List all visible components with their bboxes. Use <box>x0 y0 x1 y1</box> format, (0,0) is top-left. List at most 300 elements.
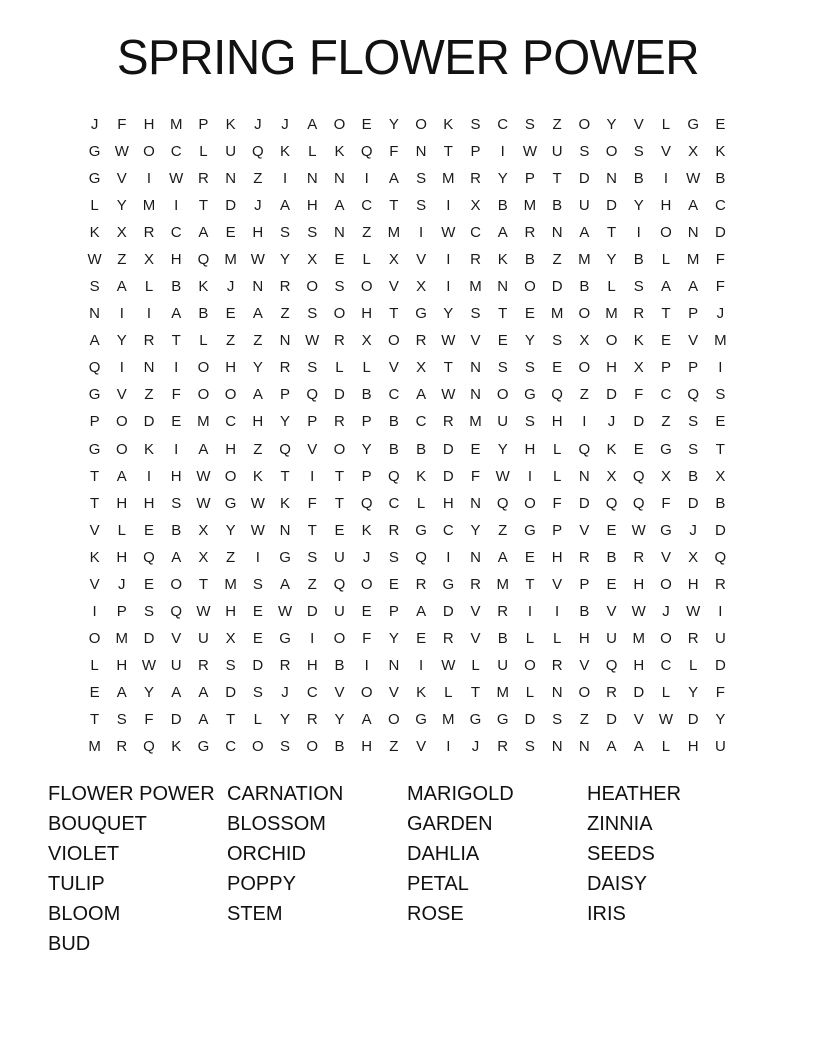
grid-letter: R <box>470 251 481 269</box>
grid-letter: M <box>197 413 210 431</box>
grid-letter: F <box>171 386 181 404</box>
grid-letter: L <box>362 359 371 377</box>
grid-letter: V <box>416 251 427 269</box>
grid-letter: Z <box>498 521 508 539</box>
grid-letter: K <box>334 143 345 161</box>
grid-letter: R <box>524 224 536 242</box>
grid-letter: Q <box>496 494 509 512</box>
grid-letter: Z <box>226 548 236 566</box>
grid-letter: O <box>578 359 591 377</box>
grid-letter: N <box>687 224 699 242</box>
grid-letter: Q <box>279 440 291 458</box>
grid-letter: W <box>441 656 456 674</box>
grid-letter: J <box>281 116 289 134</box>
grid-letter: N <box>89 305 101 323</box>
grid-letter: T <box>334 494 345 512</box>
grid-letter: L <box>199 143 208 161</box>
grid-letter: R <box>497 737 509 755</box>
grid-letter: E <box>171 413 182 431</box>
grid-letter: G <box>687 116 700 134</box>
grid-letter: S <box>470 305 481 323</box>
grid-letter: I <box>174 359 179 377</box>
grid-letter: V <box>606 602 617 620</box>
word-list-item: HEATHER <box>587 783 682 805</box>
grid-letter: W <box>169 170 184 188</box>
grid-letter: O <box>524 656 536 674</box>
grid-letter: D <box>225 683 237 701</box>
grid-letter: N <box>334 224 345 242</box>
word-list-item: SEEDS <box>587 842 655 865</box>
grid-letter: S <box>470 116 481 134</box>
grid-letter: O <box>306 737 319 755</box>
grid-letter: K <box>280 143 291 161</box>
grid-letter: Q <box>306 386 319 404</box>
grid-letter: G <box>524 521 536 539</box>
grid-letter: S <box>715 386 726 404</box>
grid-letter: D <box>606 710 617 728</box>
grid-letter: H <box>116 494 128 512</box>
grid-letter: K <box>416 683 427 701</box>
grid-letter: D <box>225 197 237 215</box>
grid-letter: S <box>688 413 699 431</box>
grid-letter: P <box>552 521 563 539</box>
word-list <box>48 780 788 959</box>
grid-letter: Q <box>415 548 427 566</box>
grid-letter: O <box>88 629 101 647</box>
grid-letter: U <box>606 629 617 647</box>
grid-letter: C <box>225 737 237 755</box>
grid-letter: T <box>715 440 725 458</box>
grid-letter: G <box>415 710 427 728</box>
grid-letter: H <box>687 575 699 593</box>
grid-letter: I <box>310 467 315 485</box>
grid-letter: Y <box>252 359 263 377</box>
grid-letter: M <box>224 575 237 593</box>
grid-letter: J <box>226 278 235 296</box>
grid-letter: E <box>497 332 508 350</box>
grid-letter: B <box>497 197 508 215</box>
grid-letter: G <box>279 548 291 566</box>
grid-letter: W <box>686 170 701 188</box>
grid-letter: R <box>198 656 209 674</box>
word-list-item: ZINNIA <box>587 812 653 835</box>
grid-letter: X <box>416 359 427 377</box>
grid-letter: O <box>578 683 591 701</box>
grid-letter: O <box>415 116 427 134</box>
grid-letter: Q <box>252 143 264 161</box>
grid-letter: J <box>607 413 616 431</box>
grid-letter: Q <box>88 359 101 377</box>
grid-letter: O <box>333 629 346 647</box>
grid-letter: O <box>660 224 672 242</box>
word-list-item: DAISY <box>587 872 648 895</box>
grid-letter: N <box>306 170 318 188</box>
grid-letter: T <box>525 575 535 593</box>
grid-letter: C <box>306 683 318 701</box>
grid-letter: A <box>334 197 345 215</box>
grid-letter: E <box>334 251 345 269</box>
grid-letter: R <box>143 332 155 350</box>
grid-letter: L <box>444 683 453 701</box>
grid-letter: S <box>524 737 535 755</box>
grid-letter: S <box>252 683 263 701</box>
grid-letter: S <box>307 224 318 242</box>
grid-letter: L <box>661 683 671 701</box>
grid-letter: S <box>252 575 263 593</box>
grid-letter: W <box>631 602 646 620</box>
grid-letter: A <box>198 683 209 701</box>
grid-letter: N <box>470 548 481 566</box>
grid-letter: S <box>144 602 155 620</box>
grid-letter: J <box>254 116 262 134</box>
grid-letter: O <box>197 386 210 404</box>
grid-letter: E <box>633 440 644 458</box>
grid-letter: Z <box>117 251 127 269</box>
grid-letter: B <box>552 197 563 215</box>
grid-letter: O <box>115 413 128 431</box>
grid-letter: O <box>224 386 237 404</box>
grid-letter: M <box>224 251 237 269</box>
grid-letter: K <box>198 278 209 296</box>
grid-letter: A <box>688 197 699 215</box>
grid-letter: D <box>143 629 155 647</box>
grid-letter: P <box>198 116 209 134</box>
grid-letter: V <box>388 278 399 296</box>
grid-letter: X <box>307 251 318 269</box>
grid-letter: G <box>88 440 101 458</box>
grid-letter: H <box>306 656 318 674</box>
grid-letter: X <box>470 197 481 215</box>
grid-letter: T <box>90 710 100 728</box>
grid-letter: N <box>470 386 481 404</box>
grid-letter: A <box>198 224 209 242</box>
grid-letter: Y <box>280 710 291 728</box>
grid-letter: F <box>552 494 562 512</box>
grid-letter: N <box>578 737 590 755</box>
grid-letter: B <box>688 467 699 485</box>
grid-letter: S <box>388 548 399 566</box>
grid-letter: C <box>714 197 726 215</box>
grid-letter: M <box>469 413 482 431</box>
word-list-column <box>407 780 587 930</box>
grid-letter: R <box>551 656 563 674</box>
grid-letter: I <box>446 737 451 755</box>
grid-letter: A <box>116 683 127 701</box>
grid-letter: F <box>661 494 671 512</box>
grid-letter: E <box>606 521 617 539</box>
grid-letter: J <box>90 116 99 134</box>
grid-letter: D <box>252 656 264 674</box>
grid-letter: T <box>280 467 290 485</box>
grid-letter: I <box>146 170 152 188</box>
grid-letter: D <box>524 710 536 728</box>
word-list-item: FLOWER POWER <box>48 783 215 805</box>
grid-letter: S <box>497 359 508 377</box>
grid-letter: O <box>197 359 210 377</box>
grid-letter: H <box>442 494 454 512</box>
grid-letter: R <box>279 278 291 296</box>
grid-letter: I <box>527 467 533 485</box>
grid-letter: S <box>552 332 563 350</box>
grid-letter: V <box>89 521 100 539</box>
grid-letter: A <box>416 602 427 620</box>
grid-letter: B <box>171 521 182 539</box>
grid-letter: B <box>715 170 726 188</box>
grid-letter: O <box>306 278 319 296</box>
grid-letter: Z <box>144 386 154 404</box>
grid-letter: H <box>551 548 563 566</box>
grid-letter: S <box>416 170 427 188</box>
grid-letter: Z <box>579 386 589 404</box>
grid-letter: A <box>116 467 127 485</box>
grid-letter: E <box>524 548 535 566</box>
grid-letter: P <box>470 143 481 161</box>
grid-letter: B <box>579 278 590 296</box>
grid-letter: I <box>446 251 451 269</box>
grid-letter: A <box>579 224 590 242</box>
word-list-column <box>48 780 227 959</box>
grid-letter: H <box>606 359 617 377</box>
word-list-item: VIOLET <box>48 842 120 865</box>
grid-letter: H <box>660 197 672 215</box>
grid-letter: P <box>361 467 372 485</box>
grid-letter: R <box>578 548 590 566</box>
grid-letter: L <box>144 278 154 296</box>
grid-letter: W <box>196 467 211 485</box>
grid-letter: Q <box>143 548 155 566</box>
grid-letter: V <box>470 332 481 350</box>
grid-letter: Y <box>388 116 399 134</box>
grid-letter: Y <box>497 170 508 188</box>
grid-letter: U <box>334 602 345 620</box>
grid-letter: I <box>419 224 424 242</box>
grid-letter: I <box>364 170 369 188</box>
grid-letter: I <box>555 602 560 620</box>
grid-letter: S <box>280 224 291 242</box>
grid-letter: M <box>115 629 129 647</box>
grid-letter: X <box>660 467 671 485</box>
grid-letter: R <box>497 602 509 620</box>
grid-letter: V <box>633 116 644 134</box>
grid-letter: N <box>606 170 617 188</box>
grid-letter: D <box>687 710 699 728</box>
grid-letter: R <box>606 683 617 701</box>
grid-letter: J <box>716 305 725 323</box>
grid-letter: L <box>661 116 671 134</box>
word-list-column <box>227 780 407 930</box>
grid-letter: X <box>198 521 209 539</box>
grid-letter: B <box>416 440 427 458</box>
grid-letter: G <box>88 143 101 161</box>
grid-letter: T <box>226 710 236 728</box>
grid-letter: Q <box>551 386 563 404</box>
grid-letter: M <box>169 116 183 134</box>
grid-letter: I <box>255 548 260 566</box>
grid-letter: L <box>552 440 562 458</box>
grid-letter: N <box>252 278 264 296</box>
word-list-column <box>587 780 681 930</box>
grid-letter: M <box>442 170 455 188</box>
grid-letter: W <box>250 494 265 512</box>
grid-letter: A <box>606 737 617 755</box>
grid-letter: G <box>88 170 101 188</box>
grid-letter: B <box>171 278 182 296</box>
grid-letter: I <box>92 602 97 620</box>
word-list-item: CARNATION <box>227 783 344 805</box>
grid-letter: J <box>362 548 371 566</box>
grid-letter: P <box>361 413 372 431</box>
grid-letter: Q <box>197 251 210 269</box>
grid-letter: P <box>688 305 699 323</box>
grid-letter: T <box>334 467 345 485</box>
grid-letter: K <box>606 440 617 458</box>
grid-letter: R <box>306 710 318 728</box>
grid-letter: L <box>335 359 344 377</box>
grid-letter: O <box>388 710 400 728</box>
grid-letter: A <box>688 278 699 296</box>
grid-letter: S <box>579 143 590 161</box>
grid-letter: Q <box>333 575 346 593</box>
grid-letter: T <box>389 197 399 215</box>
grid-letter: L <box>525 683 535 701</box>
grid-letter: R <box>633 548 645 566</box>
grid-letter: S <box>416 197 427 215</box>
grid-letter: H <box>633 575 645 593</box>
grid-letter: J <box>281 683 289 701</box>
grid-letter: C <box>415 413 427 431</box>
grid-letter: F <box>715 251 725 269</box>
grid-letter: J <box>254 197 262 215</box>
grid-letter: B <box>334 656 345 674</box>
grid-letter: Q <box>632 467 645 485</box>
grid-letter: P <box>688 359 699 377</box>
grid-letter: E <box>334 521 345 539</box>
letter-grid <box>81 111 734 760</box>
grid-letter: D <box>306 602 318 620</box>
grid-letter: Y <box>688 683 699 701</box>
grid-letter: T <box>90 494 100 512</box>
grid-letter: Y <box>524 332 535 350</box>
grid-letter: A <box>660 278 671 296</box>
grid-letter: W <box>495 467 510 485</box>
grid-letter: B <box>524 251 535 269</box>
grid-letter: E <box>144 521 155 539</box>
grid-letter: S <box>524 359 535 377</box>
grid-letter: Y <box>280 413 291 431</box>
grid-letter: I <box>174 197 179 215</box>
grid-letter: N <box>578 467 590 485</box>
grid-letter: O <box>660 629 672 647</box>
grid-letter: D <box>687 494 699 512</box>
grid-letter: D <box>714 521 726 539</box>
grid-letter: S <box>89 278 100 296</box>
word-list-item: MARIGOLD <box>407 783 514 805</box>
grid-letter: R <box>415 332 427 350</box>
grid-letter: R <box>687 629 699 647</box>
grid-letter: W <box>196 494 211 512</box>
grid-letter: D <box>633 683 645 701</box>
grid-letter: T <box>552 170 562 188</box>
grid-letter: A <box>171 548 182 566</box>
grid-letter: R <box>143 224 155 242</box>
grid-letter: A <box>633 737 644 755</box>
grid-letter: V <box>470 602 481 620</box>
grid-letter: A <box>116 278 127 296</box>
grid-letter: X <box>144 251 155 269</box>
grid-letter: W <box>114 143 129 161</box>
grid-letter: C <box>470 224 481 242</box>
grid-letter: G <box>469 710 482 728</box>
grid-letter: I <box>282 170 288 188</box>
grid-letter: D <box>334 386 345 404</box>
grid-letter: W <box>686 602 701 620</box>
grid-letter: M <box>442 710 455 728</box>
grid-letter: W <box>522 143 538 161</box>
word-list-item: IRIS <box>587 902 626 925</box>
grid-letter: D <box>442 467 454 485</box>
grid-letter: O <box>333 305 346 323</box>
grid-letter: A <box>89 332 100 350</box>
grid-letter: P <box>660 359 671 377</box>
grid-letter: R <box>334 332 345 350</box>
word-list-item: PETAL <box>407 872 469 895</box>
grid-letter: Q <box>605 494 618 512</box>
grid-letter: R <box>279 359 291 377</box>
grid-letter: Q <box>170 602 183 620</box>
grid-letter: S <box>633 143 644 161</box>
grid-letter: U <box>225 143 237 161</box>
grid-letter: F <box>715 278 725 296</box>
grid-letter: A <box>198 710 209 728</box>
grid-letter: N <box>551 737 563 755</box>
grid-letter: L <box>471 656 480 674</box>
grid-letter: A <box>252 386 263 404</box>
grid-letter: M <box>496 683 509 701</box>
grid-letter: E <box>361 116 372 134</box>
grid-letter: Y <box>633 197 644 215</box>
grid-letter: Y <box>280 251 291 269</box>
word-list-item: BLOOM <box>48 902 121 925</box>
grid-letter: O <box>224 467 237 485</box>
grid-letter: C <box>225 413 237 431</box>
grid-letter: G <box>660 521 672 539</box>
grid-letter: T <box>443 143 453 161</box>
grid-letter: H <box>170 467 182 485</box>
grid-letter: Z <box>552 116 562 134</box>
grid-letter: E <box>225 305 236 323</box>
grid-letter: L <box>199 332 208 350</box>
grid-letter: I <box>174 440 179 458</box>
grid-letter: M <box>550 305 564 323</box>
grid-letter: H <box>143 494 155 512</box>
grid-letter: E <box>606 575 617 593</box>
grid-letter: V <box>89 575 100 593</box>
grid-letter: T <box>443 359 453 377</box>
grid-letter: G <box>660 440 672 458</box>
grid-letter: V <box>116 386 127 404</box>
grid-letter: K <box>225 116 236 134</box>
grid-letter: F <box>715 683 725 701</box>
grid-letter: F <box>144 710 154 728</box>
grid-letter: U <box>551 143 563 161</box>
grid-letter: A <box>307 116 318 134</box>
grid-letter: Q <box>360 494 373 512</box>
grid-letter: E <box>144 575 155 593</box>
grid-letter: Z <box>362 224 372 242</box>
grid-letter: Y <box>606 116 617 134</box>
grid-letter: I <box>718 602 723 620</box>
grid-letter: D <box>714 224 726 242</box>
